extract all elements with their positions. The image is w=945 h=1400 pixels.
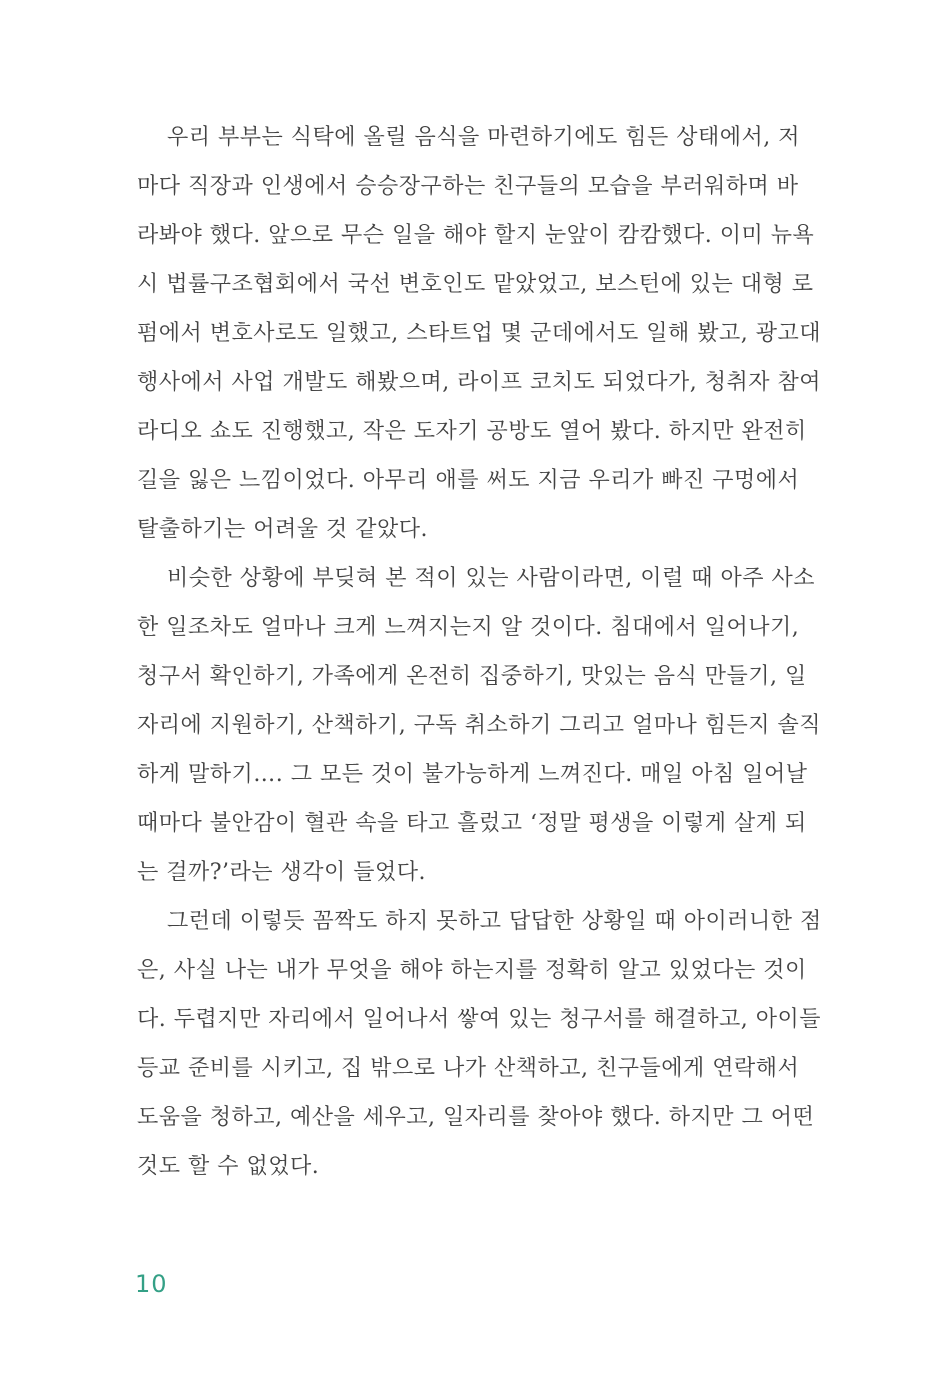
text-line: 길을 잃은 느낌이었다. 아무리 애를 써도 지금 우리가 빠진 구멍에서 [137,468,800,493]
paragraph-1 [137,113,829,554]
paragraph-3 [137,897,829,1191]
text-line: 것도 할 수 없었다. [137,1154,320,1179]
text-line: 행사에서 사업 개발도 해봤으며, 라이프 코치도 되었다가, 청취자 참여 [137,370,821,395]
page-number: 10 [135,1270,168,1298]
text-line: 라봐야 했다. 앞으로 무슨 일을 해야 할지 눈앞이 캄캄했다. 이미 뉴욕 [137,223,815,248]
text-line: 는 걸까?’라는 생각이 들었다. [137,860,427,885]
text-line: 시 법률구조협회에서 국선 변호인도 맡았었고, 보스턴에 있는 대형 로 [137,272,814,297]
text-line: 비슷한 상황에 부딪혀 본 적이 있는 사람이라면, 이럴 때 아주 사소 [167,566,815,591]
text-line: 청구서 확인하기, 가족에게 온전히 집중하기, 맛있는 음식 만들기, 일 [137,664,807,689]
text-line: 한 일조차도 얼마나 크게 느껴지는지 알 것이다. 침대에서 일어나기, [137,615,800,640]
text-line: 우리 부부는 식탁에 올릴 음식을 마련하기에도 힘든 상태에서, 저 [167,125,800,150]
text-line: 라디오 쇼도 진행했고, 작은 도자기 공방도 열어 봤다. 하지만 완전히 [137,419,807,444]
paragraph-2 [137,554,829,897]
text-line: 다. 두렵지만 자리에서 일어나서 쌓여 있는 청구서를 해결하고, 아이들 [137,1007,821,1032]
text-line: 등교 준비를 시키고, 집 밖으로 나가 산책하고, 친구들에게 연락해서 [137,1056,800,1081]
text-line: 펌에서 변호사로도 일했고, 스타트업 몇 군데에서도 일해 봤고, 광고대 [137,321,821,346]
body-text [137,113,829,1191]
text-line: 도움을 청하고, 예산을 세우고, 일자리를 찾아야 했다. 하지만 그 어떤 [137,1105,815,1130]
text-line: 탈출하기는 어려울 것 같았다. [137,517,428,542]
text-line: 마다 직장과 인생에서 승승장구하는 친구들의 모습을 부러워하며 바 [137,174,799,199]
text-line: 때마다 불안감이 혈관 속을 타고 흘렀고 ‘정말 평생을 이렇게 살게 되 [137,811,807,836]
text-line: 하게 말하기…. 그 모든 것이 불가능하게 느껴진다. 매일 아침 일어날 [137,762,808,787]
text-line: 그런데 이렇듯 꼼짝도 하지 못하고 답답한 상황일 때 아이러니한 점 [167,909,822,934]
text-line: 자리에 지원하기, 산책하기, 구독 취소하기 그리고 얼마나 힘든지 솔직 [137,713,821,738]
text-line: 은, 사실 나는 내가 무엇을 해야 하는지를 정확히 알고 있었다는 것이 [137,958,807,983]
